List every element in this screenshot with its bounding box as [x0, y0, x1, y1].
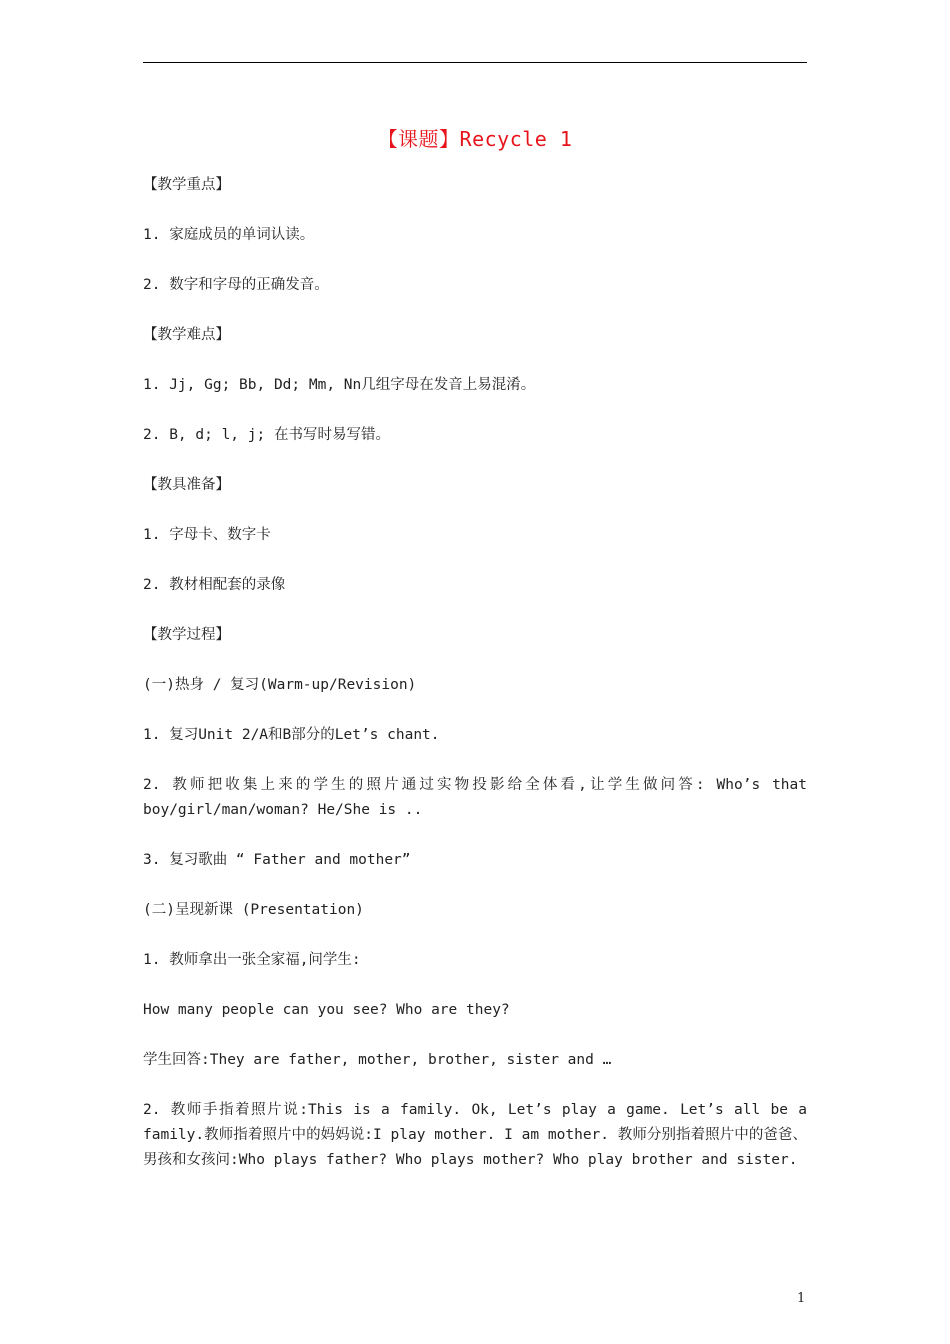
- header-rule: [143, 62, 807, 63]
- key-point-item: 1. 家庭成员的单词认读。: [143, 227, 315, 243]
- teacher-question: How many people can you see? Who are they?: [143, 1002, 510, 1018]
- difficulty-item: 1. Jj, Gg; Bb, Dd; Mm, Nn几组字母在发音上易混淆。: [143, 377, 536, 393]
- material-item: 1. 字母卡、数字卡: [143, 527, 271, 543]
- page-number: 1: [797, 1291, 806, 1306]
- section-heading-key-points: 【教学重点】: [143, 177, 230, 193]
- difficulty-item: 2. B, d; l, j; 在书写时易写错。: [143, 427, 390, 443]
- subsection-heading-presentation: (二)呈现新课 (Presentation): [143, 902, 364, 918]
- process-step: 2. 教师把收集上来的学生的照片通过实物投影给全体看,让学生做问答: Who’s that boy/girl/man/woman? He/She is ..: [143, 777, 807, 818]
- process-step: 1. 教师拿出一张全家福,问学生:: [143, 952, 361, 968]
- student-answer: 学生回答:They are father, mother, brother, sister and …: [143, 1052, 612, 1068]
- process-step: 2. 教师手指着照片说:This is a family. Ok, Let’s play a game. Let’s all be a family.教师指着照片中的妈妈说:I play mother. I am mother. 教师分别指着照片中的爸爸、男孩和女孩问:Who plays father? Who plays mother? Who play brother and sister.: [143, 1102, 807, 1168]
- document-body: [143, 173, 807, 1198]
- lesson-title: 【课题】Recycle 1: [377, 127, 573, 151]
- process-step: 3. 复习歌曲 “ Father and mother”: [143, 852, 411, 868]
- section-heading-materials: 【教具准备】: [143, 477, 230, 493]
- subsection-heading-warmup: (一)热身 / 复习(Warm-up/Revision): [143, 677, 417, 693]
- material-item: 2. 教材相配套的录像: [143, 577, 286, 593]
- key-point-item: 2. 数字和字母的正确发音。: [143, 277, 329, 293]
- process-step: 1. 复习Unit 2/A和B部分的Let’s chant.: [143, 727, 440, 743]
- section-heading-difficulties: 【教学难点】: [143, 327, 230, 343]
- section-heading-process: 【教学过程】: [143, 627, 230, 643]
